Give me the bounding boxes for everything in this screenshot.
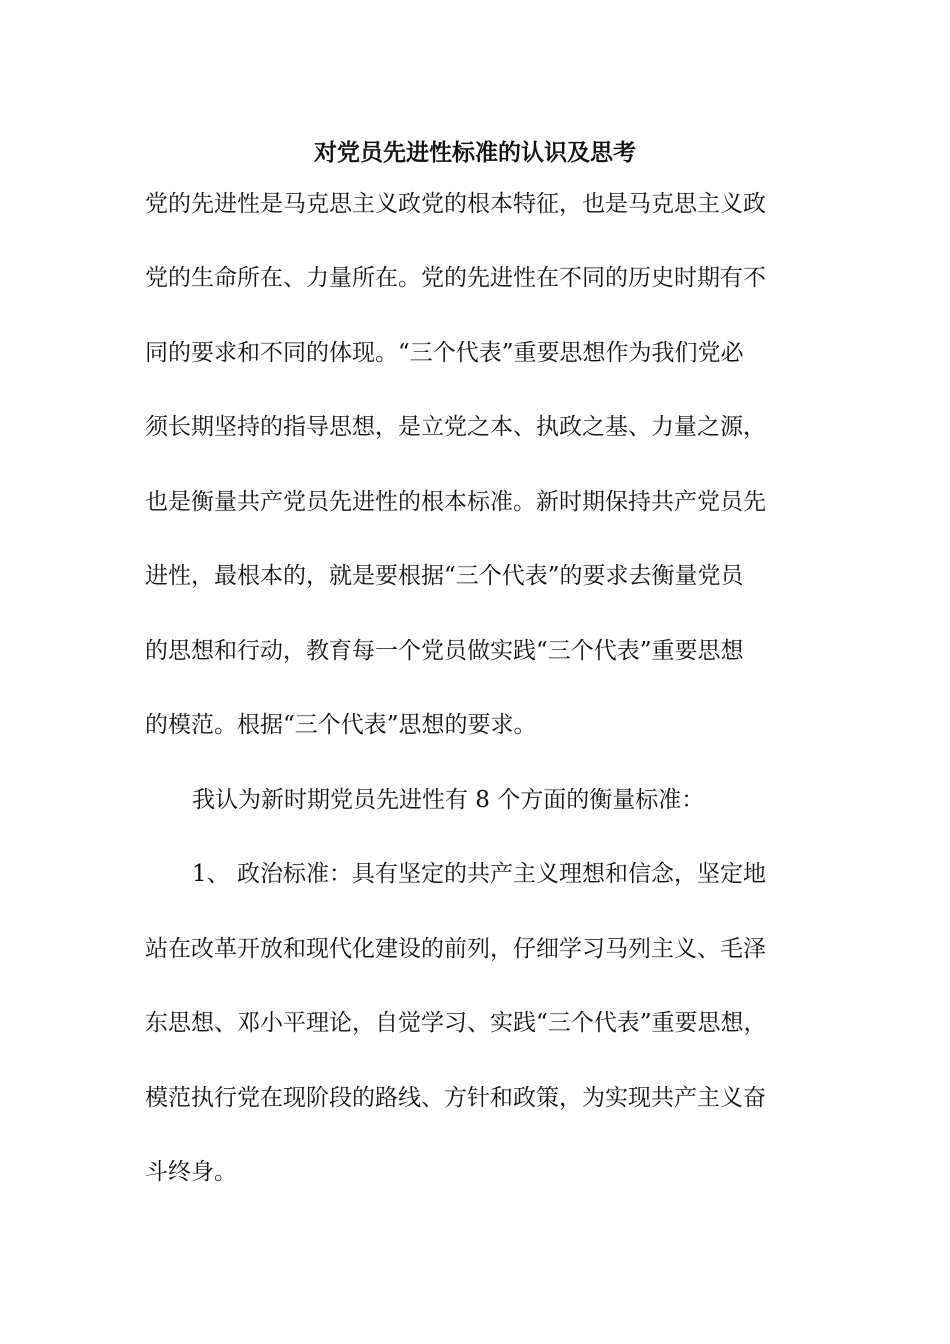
paragraph-line: 也是衡量共产党员先进性的根本标准。新时期保持共产党员先 xyxy=(145,489,766,515)
paragraph-line: 须长期坚持的指导思想，是立党之本、执政之基、力量之源， xyxy=(145,414,766,440)
list-item-line: 1、 政治标准：具有坚定的共产主义理想和信念，坚定地 xyxy=(192,861,766,887)
paragraph-line: 同的要求和不同的体现。“三个代表”重要思想作为我们党必 xyxy=(145,340,744,366)
paragraph-line: 的思想和行动，教育每一个党员做实践“三个代表”重要思想 xyxy=(145,638,744,664)
paragraph-line: 进性，最根本的，就是要根据“三个代表”的要求去衡量党员 xyxy=(145,563,744,589)
paragraph-line: 党的生命所在、力量所在。党的先进性在不同的历史时期有不 xyxy=(145,265,766,291)
paragraph-line: 党的先进性是马克思主义政党的根本特征，也是马克思主义政 xyxy=(145,191,766,217)
list-item-line: 斗终身。 xyxy=(145,1159,237,1185)
paragraph-line: 我认为新时期党员先进性有 8 个方面的衡量标准： xyxy=(192,787,705,813)
list-item-line: 站在改革开放和现代化建设的前列，仔细学习马列主义、毛泽 xyxy=(145,936,766,962)
list-item-line: 东思想、邓小平理论，自觉学习、实践“三个代表”重要思想， xyxy=(145,1010,767,1036)
paragraph-line: 的模范。根据“三个代表”思想的要求。 xyxy=(145,712,537,738)
document-title: 对党员先进性标准的认识及思考 xyxy=(314,139,636,166)
list-item-line: 模范执行党在现阶段的路线、方针和政策，为实现共产主义奋 xyxy=(145,1085,766,1111)
